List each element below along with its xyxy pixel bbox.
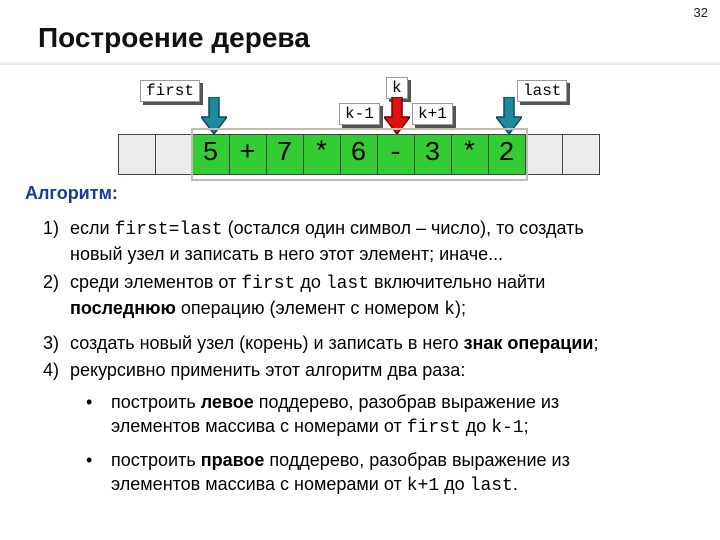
- code-text: first: [406, 418, 461, 438]
- array-cell: [119, 134, 156, 175]
- emphasis-text: левое: [200, 392, 254, 412]
- bullet-1-line-1: [111, 390, 559, 414]
- array-token: 2: [498, 139, 515, 169]
- step-3: [43, 331, 599, 355]
- bullet-text: поддерево, разобрав выражение из: [253, 392, 560, 412]
- slide-title: Построение дерева: [38, 22, 310, 53]
- step-text: (остался один символ – число), то создать: [222, 218, 584, 238]
- array-token: +: [239, 139, 256, 169]
- step-text: ;: [593, 333, 599, 353]
- step-text: включительно найти: [369, 272, 546, 292]
- bullet-text: элементов массива с номерами от: [111, 416, 407, 436]
- step-text: создать новый узел (корень) и записать в него: [70, 333, 464, 353]
- step-1: [43, 216, 584, 242]
- step-text: операцию (элемент с номером: [175, 298, 445, 318]
- bullet-2-mark: •: [86, 450, 93, 470]
- code-text: first=last: [114, 220, 223, 240]
- array-token: 3: [424, 139, 441, 169]
- code-text: last: [469, 476, 513, 496]
- code-text: k: [444, 300, 455, 320]
- array-token: 5: [202, 139, 219, 169]
- title-divider: [0, 61, 720, 65]
- bullet-text: построить: [111, 450, 201, 470]
- array-cell: [156, 134, 193, 175]
- step-text: рекурсивно применить этот алгоритм два раза:: [70, 360, 466, 380]
- array-cell: [526, 134, 563, 175]
- step-text: среди элементов от: [70, 272, 242, 292]
- step-number: 1): [43, 218, 60, 238]
- bullet-text: поддерево, разобрав выражение из: [264, 450, 570, 470]
- label-first: first: [140, 80, 200, 102]
- step-1-continuation: новый узел и записать в него этот элемент; иначе...: [70, 244, 504, 264]
- step-text: если: [70, 218, 115, 238]
- code-text: k-1: [491, 418, 524, 438]
- bullet-text: ;: [523, 416, 529, 436]
- bullet-2-line-2: [111, 472, 518, 498]
- page-number: 32: [693, 5, 708, 20]
- label-last: last: [517, 80, 567, 102]
- array-token: 6: [350, 139, 367, 169]
- code-text: last: [325, 274, 370, 294]
- algorithm-heading: Алгоритм:: [25, 183, 118, 203]
- label-k-minus-1: k-1: [339, 103, 380, 125]
- step-4: [43, 358, 465, 382]
- step-text: до: [295, 272, 326, 292]
- array-token-k: -: [387, 139, 404, 169]
- step-number: 3): [43, 333, 60, 353]
- code-text: first: [241, 274, 296, 294]
- emphasis-text: знак операции: [463, 333, 594, 353]
- code-text: k+1: [406, 476, 440, 496]
- array-token: *: [313, 139, 330, 169]
- bullet-text: построить: [111, 392, 201, 412]
- step-2-continuation: [70, 296, 466, 322]
- array-token: 7: [276, 139, 293, 169]
- step-number: 2): [43, 272, 60, 292]
- emphasis-text: правое: [200, 450, 265, 470]
- array-token: *: [461, 139, 478, 169]
- step-2: [43, 270, 545, 296]
- array-cell: [563, 134, 600, 175]
- step-number: 4): [43, 360, 60, 380]
- bullet-text: до: [460, 416, 492, 436]
- bullet-text: .: [512, 474, 518, 494]
- bullet-text: элементов массива с номерами от: [111, 474, 407, 494]
- bullet-text: до: [439, 474, 470, 494]
- bullet-1-mark: •: [86, 392, 93, 412]
- bullet-2-line-1: [111, 448, 570, 472]
- label-k-plus-1: k+1: [412, 103, 453, 125]
- bullet-1-line-2: [111, 414, 529, 440]
- emphasis-text: последнюю: [70, 298, 176, 318]
- step-text: );: [454, 298, 466, 318]
- label-k: k: [386, 77, 408, 99]
